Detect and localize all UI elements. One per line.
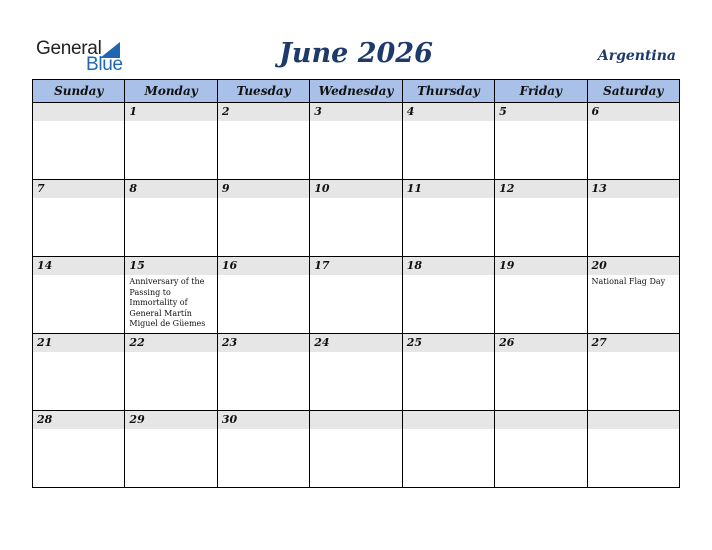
day-number <box>588 411 679 429</box>
day-cell <box>495 334 587 411</box>
day-number: 19 <box>495 257 586 275</box>
calendar-title: June 2026 <box>279 38 433 69</box>
day-number <box>310 411 401 429</box>
day-cell <box>402 103 494 180</box>
day-number: 24 <box>310 334 401 352</box>
day-cell <box>33 180 125 257</box>
day-cell <box>33 334 125 411</box>
day-number: 13 <box>588 180 679 198</box>
day-number: 10 <box>310 180 401 198</box>
day-number: 5 <box>495 103 586 121</box>
day-cell <box>310 180 402 257</box>
week-row <box>33 334 680 411</box>
day-number: 21 <box>33 334 124 352</box>
day-cell <box>587 411 679 488</box>
holiday-label: National Flag Day <box>591 277 666 286</box>
weekday-wednesday: Wednesday <box>310 80 402 103</box>
day-cell <box>402 180 494 257</box>
day-cell <box>587 257 679 334</box>
week-row <box>33 103 680 180</box>
day-cell <box>217 103 309 180</box>
day-cell <box>495 257 587 334</box>
day-cell <box>495 180 587 257</box>
day-number: 3 <box>310 103 401 121</box>
day-cell <box>495 411 587 488</box>
day-cell <box>310 411 402 488</box>
logo-general-text: General <box>36 38 102 59</box>
day-cell <box>495 103 587 180</box>
weekday-monday: Monday <box>125 80 217 103</box>
day-cell <box>402 411 494 488</box>
day-number: 29 <box>125 411 216 429</box>
day-number <box>403 411 494 429</box>
weekday-friday: Friday <box>495 80 587 103</box>
day-number <box>33 103 124 121</box>
day-number: 11 <box>403 180 494 198</box>
day-cell <box>125 334 217 411</box>
day-cell <box>125 411 217 488</box>
day-cell <box>310 103 402 180</box>
day-cell <box>33 103 125 180</box>
day-cell <box>587 334 679 411</box>
weekday-header-row <box>33 80 680 103</box>
day-number: 30 <box>218 411 309 429</box>
day-number: 2 <box>218 103 309 121</box>
day-cell <box>125 103 217 180</box>
day-number: 28 <box>33 411 124 429</box>
country-label: Argentina <box>597 48 676 64</box>
day-cell <box>33 411 125 488</box>
day-cell <box>587 103 679 180</box>
day-number: 22 <box>125 334 216 352</box>
day-number: 16 <box>218 257 309 275</box>
day-cell <box>125 180 217 257</box>
day-number: 7 <box>33 180 124 198</box>
day-number: 26 <box>495 334 586 352</box>
calendar-body <box>33 103 680 488</box>
day-cell <box>402 334 494 411</box>
logo-blue-text: Blue <box>86 54 123 75</box>
holiday-label: Anniversary of the Passing to Immortality of General Martín Miguel de Güemes <box>129 277 206 328</box>
calendar-grid <box>32 79 680 488</box>
weekday-thursday: Thursday <box>402 80 494 103</box>
day-number: 20 <box>588 257 679 275</box>
day-cell <box>310 334 402 411</box>
day-number: 6 <box>588 103 679 121</box>
day-number: 23 <box>218 334 309 352</box>
day-number: 12 <box>495 180 586 198</box>
day-number: 27 <box>588 334 679 352</box>
weekday-sunday: Sunday <box>33 80 125 103</box>
day-cell <box>217 257 309 334</box>
week-row <box>33 411 680 488</box>
day-number: 18 <box>403 257 494 275</box>
week-row <box>33 257 680 334</box>
day-cell <box>217 180 309 257</box>
day-number: 14 <box>33 257 124 275</box>
day-cell <box>587 180 679 257</box>
weekday-saturday: Saturday <box>587 80 679 103</box>
day-number: 17 <box>310 257 401 275</box>
day-cell <box>217 334 309 411</box>
day-cell <box>125 257 217 334</box>
day-number: 4 <box>403 103 494 121</box>
week-row <box>33 180 680 257</box>
day-number: 25 <box>403 334 494 352</box>
day-number <box>495 411 586 429</box>
day-number: 9 <box>218 180 309 198</box>
weekday-tuesday: Tuesday <box>217 80 309 103</box>
day-cell <box>402 257 494 334</box>
day-number: 1 <box>125 103 216 121</box>
day-number: 15 <box>125 257 216 275</box>
day-cell <box>310 257 402 334</box>
day-cell <box>217 411 309 488</box>
day-number: 8 <box>125 180 216 198</box>
day-cell <box>33 257 125 334</box>
